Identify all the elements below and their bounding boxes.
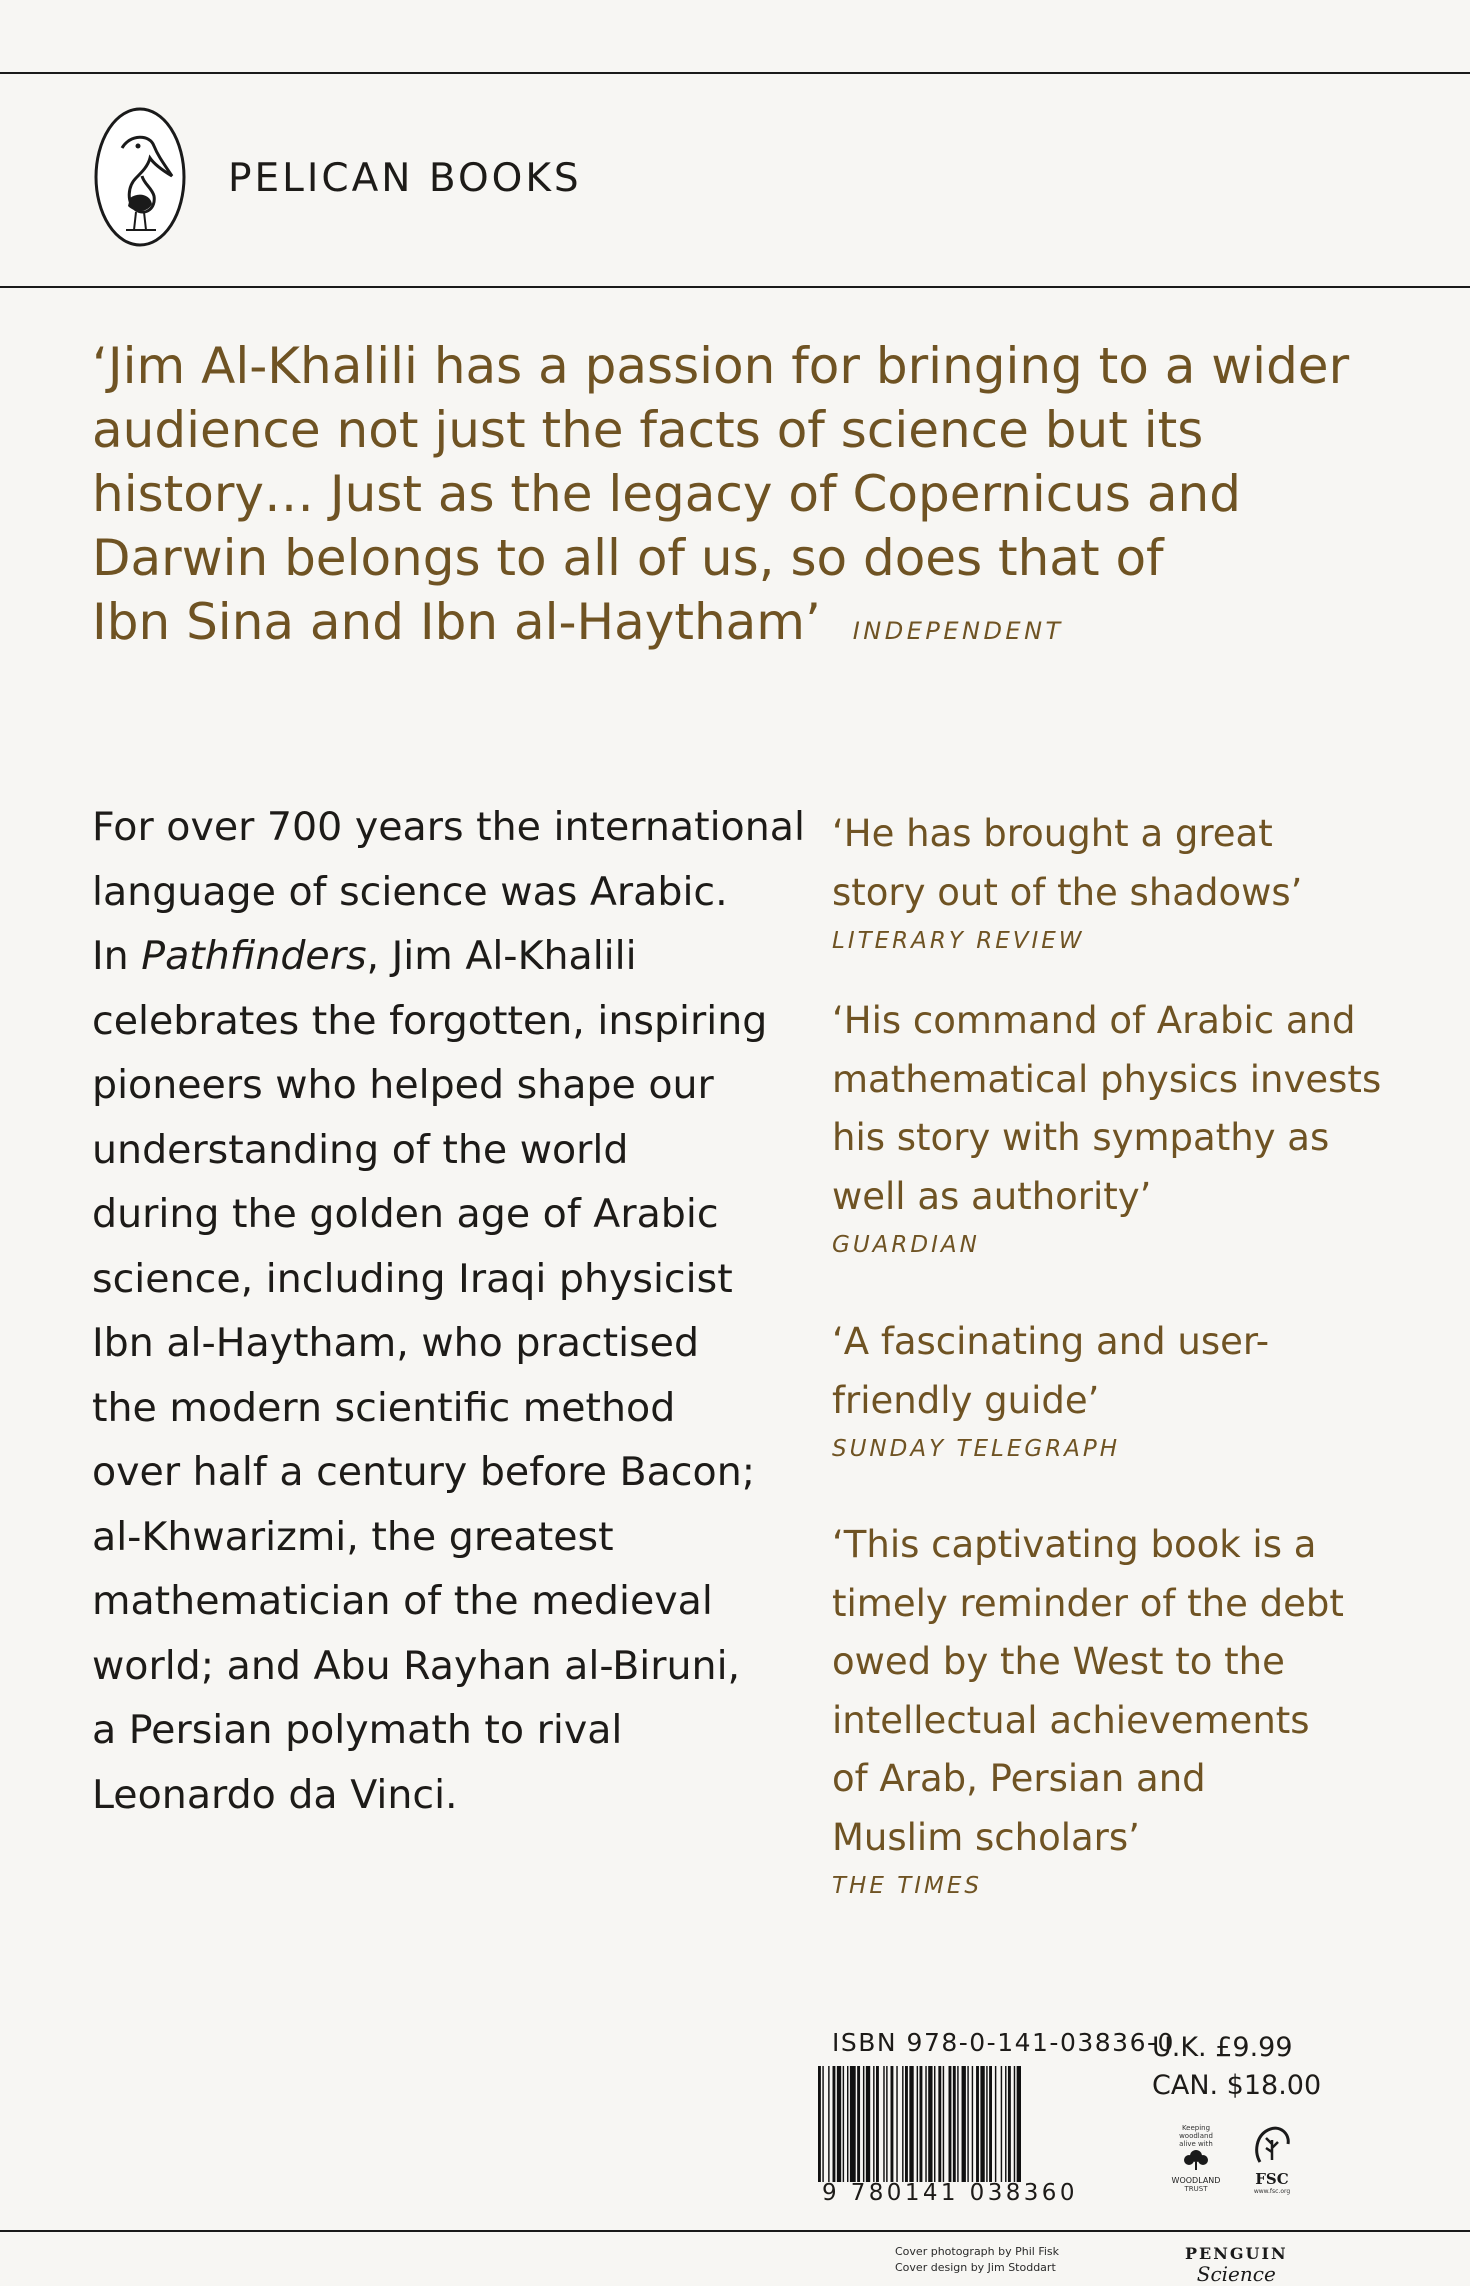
- review-sunday-telegraph: [832, 1313, 1432, 1466]
- pelican-icon: [92, 106, 188, 248]
- blurb-line: mathematician of the medieval: [92, 1578, 713, 1624]
- woodland-sub: TRUST: [1184, 2185, 1208, 2193]
- fsc-label: FSC: [1255, 2170, 1289, 2188]
- footer-rule: [0, 2230, 1470, 2232]
- cover-credits: [895, 2244, 1059, 2276]
- review-guardian: [832, 992, 1432, 1262]
- quote-line: audience not just the facts of science but its: [92, 401, 1204, 459]
- review-source: GUARDIAN: [832, 1232, 980, 1258]
- review-line: story out of the shadows’: [832, 870, 1303, 914]
- blurb-line: Leonardo da Vinci.: [92, 1771, 458, 1818]
- woodland-text: Keeping: [1181, 2124, 1211, 2132]
- woodland-text: alive with: [1179, 2140, 1213, 2148]
- featured-quote: [92, 334, 1392, 663]
- quote-line: Darwin belongs to all of us, so does that of: [92, 529, 1164, 587]
- blurb-text: In: [92, 933, 142, 979]
- review-line: Muslim scholars’: [832, 1815, 1140, 1859]
- woodland-name: WOODLAND: [1171, 2176, 1221, 2185]
- review-line: ‘This captivating book is a: [832, 1523, 1317, 1566]
- review-line: timely reminder of the debt: [832, 1581, 1344, 1625]
- tree-icon: [1181, 2148, 1211, 2170]
- fsc-url: www.fsc.org: [1253, 2188, 1291, 2195]
- review-source: SUNDAY TELEGRAPH: [832, 1436, 1121, 1462]
- blurb-line: For over 700 years the international: [92, 804, 805, 850]
- isbn-label: ISBN 978-0-141-03836-0: [832, 2028, 1175, 2057]
- blurb-line: the modern scientific method: [92, 1384, 676, 1431]
- review-line: ‘His command of Arabic and: [832, 999, 1356, 1042]
- brand-name: PELICAN BOOKS: [228, 156, 582, 201]
- review-line: owed by the West to the: [832, 1640, 1285, 1683]
- quote-line: ‘Jim Al-Khalili has a passion for bringing to a wider: [92, 337, 1350, 395]
- review-line: ‘He has brought a great: [832, 812, 1273, 855]
- price-can: CAN. $18.00: [1152, 2070, 1322, 2101]
- review-source: LITERARY REVIEW: [832, 928, 1085, 954]
- quote-line-last: [92, 590, 1392, 663]
- review-line: ‘A fascinating and user-: [832, 1320, 1270, 1363]
- woodland-text: woodland: [1179, 2132, 1213, 2140]
- quote-line: history… Just as the legacy of Copernicus and: [92, 465, 1241, 523]
- blurb-line: during the golden age of Arabic: [92, 1191, 719, 1237]
- book-title: Pathfinders: [141, 933, 367, 979]
- fsc-logo: [1244, 2122, 1300, 2195]
- price-uk: U.K. £9.99: [1152, 2032, 1293, 2063]
- blurb-line: pioneers who helped shape our: [92, 1062, 714, 1108]
- review-line: mathematical physics invests: [832, 1057, 1382, 1101]
- header-rule: [0, 286, 1470, 288]
- review-line: intellectual achievements: [832, 1698, 1310, 1742]
- imprint-name: PENGUIN: [1185, 2244, 1288, 2263]
- blurb-line: Ibn al-Haytham, who practised: [92, 1320, 700, 1366]
- barcode-icon: [818, 2066, 1130, 2182]
- design-credit: Cover design by Jim Stoddart: [895, 2261, 1056, 2274]
- review-line: friendly guide’: [832, 1378, 1100, 1422]
- book-description: [92, 795, 812, 1827]
- review-line: his story with sympathy as: [832, 1116, 1330, 1159]
- review-source: THE TIMES: [832, 1873, 982, 1899]
- quote-source: INDEPENDENT: [852, 617, 1064, 645]
- imprint-logo: [1185, 2244, 1288, 2284]
- blurb-line: understanding of the world: [92, 1126, 629, 1173]
- blurb-line: science, including Iraqi physicist: [92, 1255, 733, 1302]
- quote-text: Ibn Sina and Ibn al-Haytham’: [92, 593, 821, 651]
- imprint-sub: Science: [1196, 2262, 1276, 2286]
- fsc-tree-icon: [1250, 2122, 1294, 2166]
- blurb-line: al-Khwarizmi, the greatest: [92, 1513, 614, 1560]
- review-the-times: [832, 1516, 1432, 1903]
- review-literary-review: [832, 805, 1432, 958]
- blurb-text: , Jim Al-Khalili: [366, 933, 637, 979]
- top-rule: [0, 72, 1470, 74]
- review-line: of Arab, Persian and: [832, 1757, 1206, 1800]
- blurb-line: over half a century before Bacon;: [92, 1449, 756, 1495]
- woodland-trust-logo: [1158, 2124, 1234, 2193]
- blurb-line: [92, 924, 812, 989]
- photo-credit: Cover photograph by Phil Fisk: [895, 2245, 1060, 2258]
- barcode-digits: 9 780141 038360: [822, 2180, 1078, 2206]
- review-line: well as authority’: [832, 1174, 1152, 1218]
- blurb-line: language of science was Arabic.: [92, 868, 728, 915]
- blurb-line: world; and Abu Rayhan al-Biruni,: [92, 1642, 741, 1689]
- blurb-line: a Persian polymath to rival: [92, 1707, 623, 1753]
- blurb-line: celebrates the forgotten, inspiring: [92, 997, 768, 1044]
